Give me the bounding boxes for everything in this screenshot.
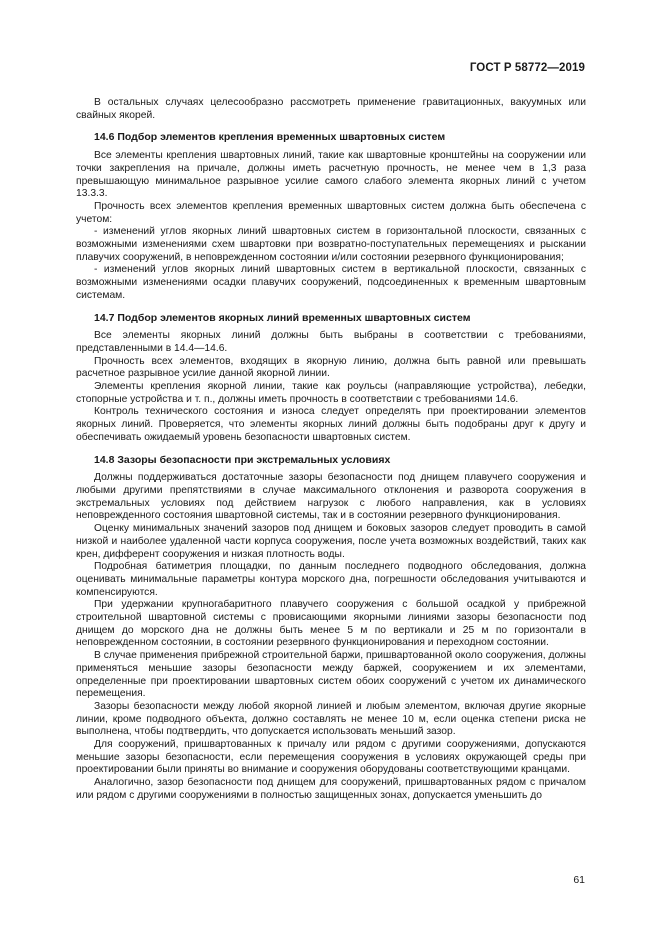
- page-number: 61: [573, 874, 585, 886]
- section-heading: 14.7 Подбор элементов якорных линий временных швартовных систем: [94, 311, 471, 324]
- paragraph: Все элементы якорных линий должны быть выбраны в соответствии с требованиями, представленными в 14.4—14.6.: [76, 330, 586, 354]
- paragraph: Оценку минимальных значений зазоров под днищем и боковых зазоров следует проводить в самой низкой и наиболее удаленной части корпуса сооружения, после учета возможных воздействий, таких как крен, дифферент сооружения и низкая плотность воды.: [76, 523, 586, 560]
- paragraph: Прочность всех элементов крепления временных швартовных систем должна быть обеспечена с учетом:: [76, 200, 586, 225]
- paragraph: Прочность всех элементов, входящих в якорную линию, должна быть равной или превышать расчетное разрывное усилие данной якорной линии.: [76, 355, 586, 380]
- section-spacer: [76, 445, 586, 454]
- section-heading: 14.6 Подбор элементов крепления временных швартовных систем: [94, 131, 446, 144]
- section-spacer: [76, 122, 586, 131]
- section-spacer: [76, 303, 586, 312]
- paragraph: В случае применения прибрежной строительной баржи, пришвартованной около сооружения, должны применяться меньшие зазоры безопасности между баржей, сооружением и их элементами, определенные при проектировании швартовных систем обоих сооружений с учетом их динамического перемещения.: [76, 650, 587, 700]
- document-body: [76, 97, 586, 803]
- document-code: ГОСТ Р 58772—2019: [469, 62, 585, 74]
- paragraph: Элементы крепления якорной линии, такие как роульсы (направляющие устройства), лебедки, стопорные устройства и т. п., должны иметь прочность в соответствии с требованиями 14.6.: [76, 381, 586, 405]
- paragraph: - изменений углов якорных линий швартовных систем в вертикальной плоскости, связанных с возможными изменениями осадки плавучих сооружений, подсоединенных к временным швартовным системам.: [76, 264, 586, 301]
- paragraph: При удержании крупногабаритного плавучего сооружения с большой осадкой у прибрежной строительной швартовной системы с провисающими якорными линиями зазоры безопасности под днищем до морского дна не должны быть менее 5 м по вертикали и 25 м по горизонтали в неповрежденном состоянии, в состоянии резервного функционирования и переходном состоянии.: [76, 599, 586, 649]
- paragraph: Зазоры безопасности между любой якорной линией и любым элементом, включая другие якорные линии, кроме подводного объекта, должно составлять не менее 10 м, если оценка степени риска не выполнена, чтобы подтвердить, что допускается использовать меньший зазор.: [76, 700, 586, 738]
- paragraph: Аналогично, зазор безопасности под днищем для сооружений, пришвартованных рядом с причалом или рядом с другими сооружениями в полностью защищенных зонах, допускается уменьшить до: [76, 777, 586, 801]
- paragraph: Контроль технического состояния и износа следует определять при проектировании элементов якорных линий. Проверяется, что элементы якорных линий должны быть подобраны друг к другу и обеспечивать ожидаемый уровень безопасности швартовных систем.: [76, 406, 586, 443]
- paragraph: Все элементы крепления швартовных линий, такие как швартовные кронштейны на сооружении или точки закрепления на причале, должны иметь расчетную прочность, не менее чем в 1,3 раза превышающую минимальное разрывное усилие самого слабого элемента якорных линий с учетом 13.3.3.: [76, 150, 586, 200]
- paragraph: Должны поддерживаться достаточные зазоры безопасности под днищем плавучего сооружения и любыми другими препятствиями в случае максимального отклонения и разворота сооружения в экстремальных условиях под действием нагрузок с любого направления, как в условиях неповрежденного состояния швартовной системы, так и в состоянии резервного функционирования.: [76, 472, 586, 522]
- section-heading: 14.8 Зазоры безопасности при экстремальных условиях: [94, 453, 391, 466]
- paragraph: Для сооружений, пришвартованных к причалу или рядом с другими сооружениями, допускаются меньшие зазоры безопасности, если перемещения сооружения в условиях окружающей среды при проектировании были приняты во внимание и сооружения оборудованы соответствующими кранцами.: [76, 739, 586, 776]
- paragraph: - изменений углов якорных линий швартовных систем в горизонтальной плоскости, связанных с возможными изменениями схем швартовки при возвратно-поступательных перемещениях и рыскании плавучих сооружений, в неповрежденном состоянии и/или состоянии резервного функционирования;: [76, 226, 586, 263]
- paragraph: Подробная батиметрия площадки, по данным последнего подводного обследования, должна оценивать минимальные параметры контура морского дна, погрешности обследования учитываются и компенсируются.: [76, 561, 586, 598]
- paragraph: В остальных случаях целесообразно рассмотреть применение гравитационных, вакуумных или свайных якорей.: [76, 97, 586, 121]
